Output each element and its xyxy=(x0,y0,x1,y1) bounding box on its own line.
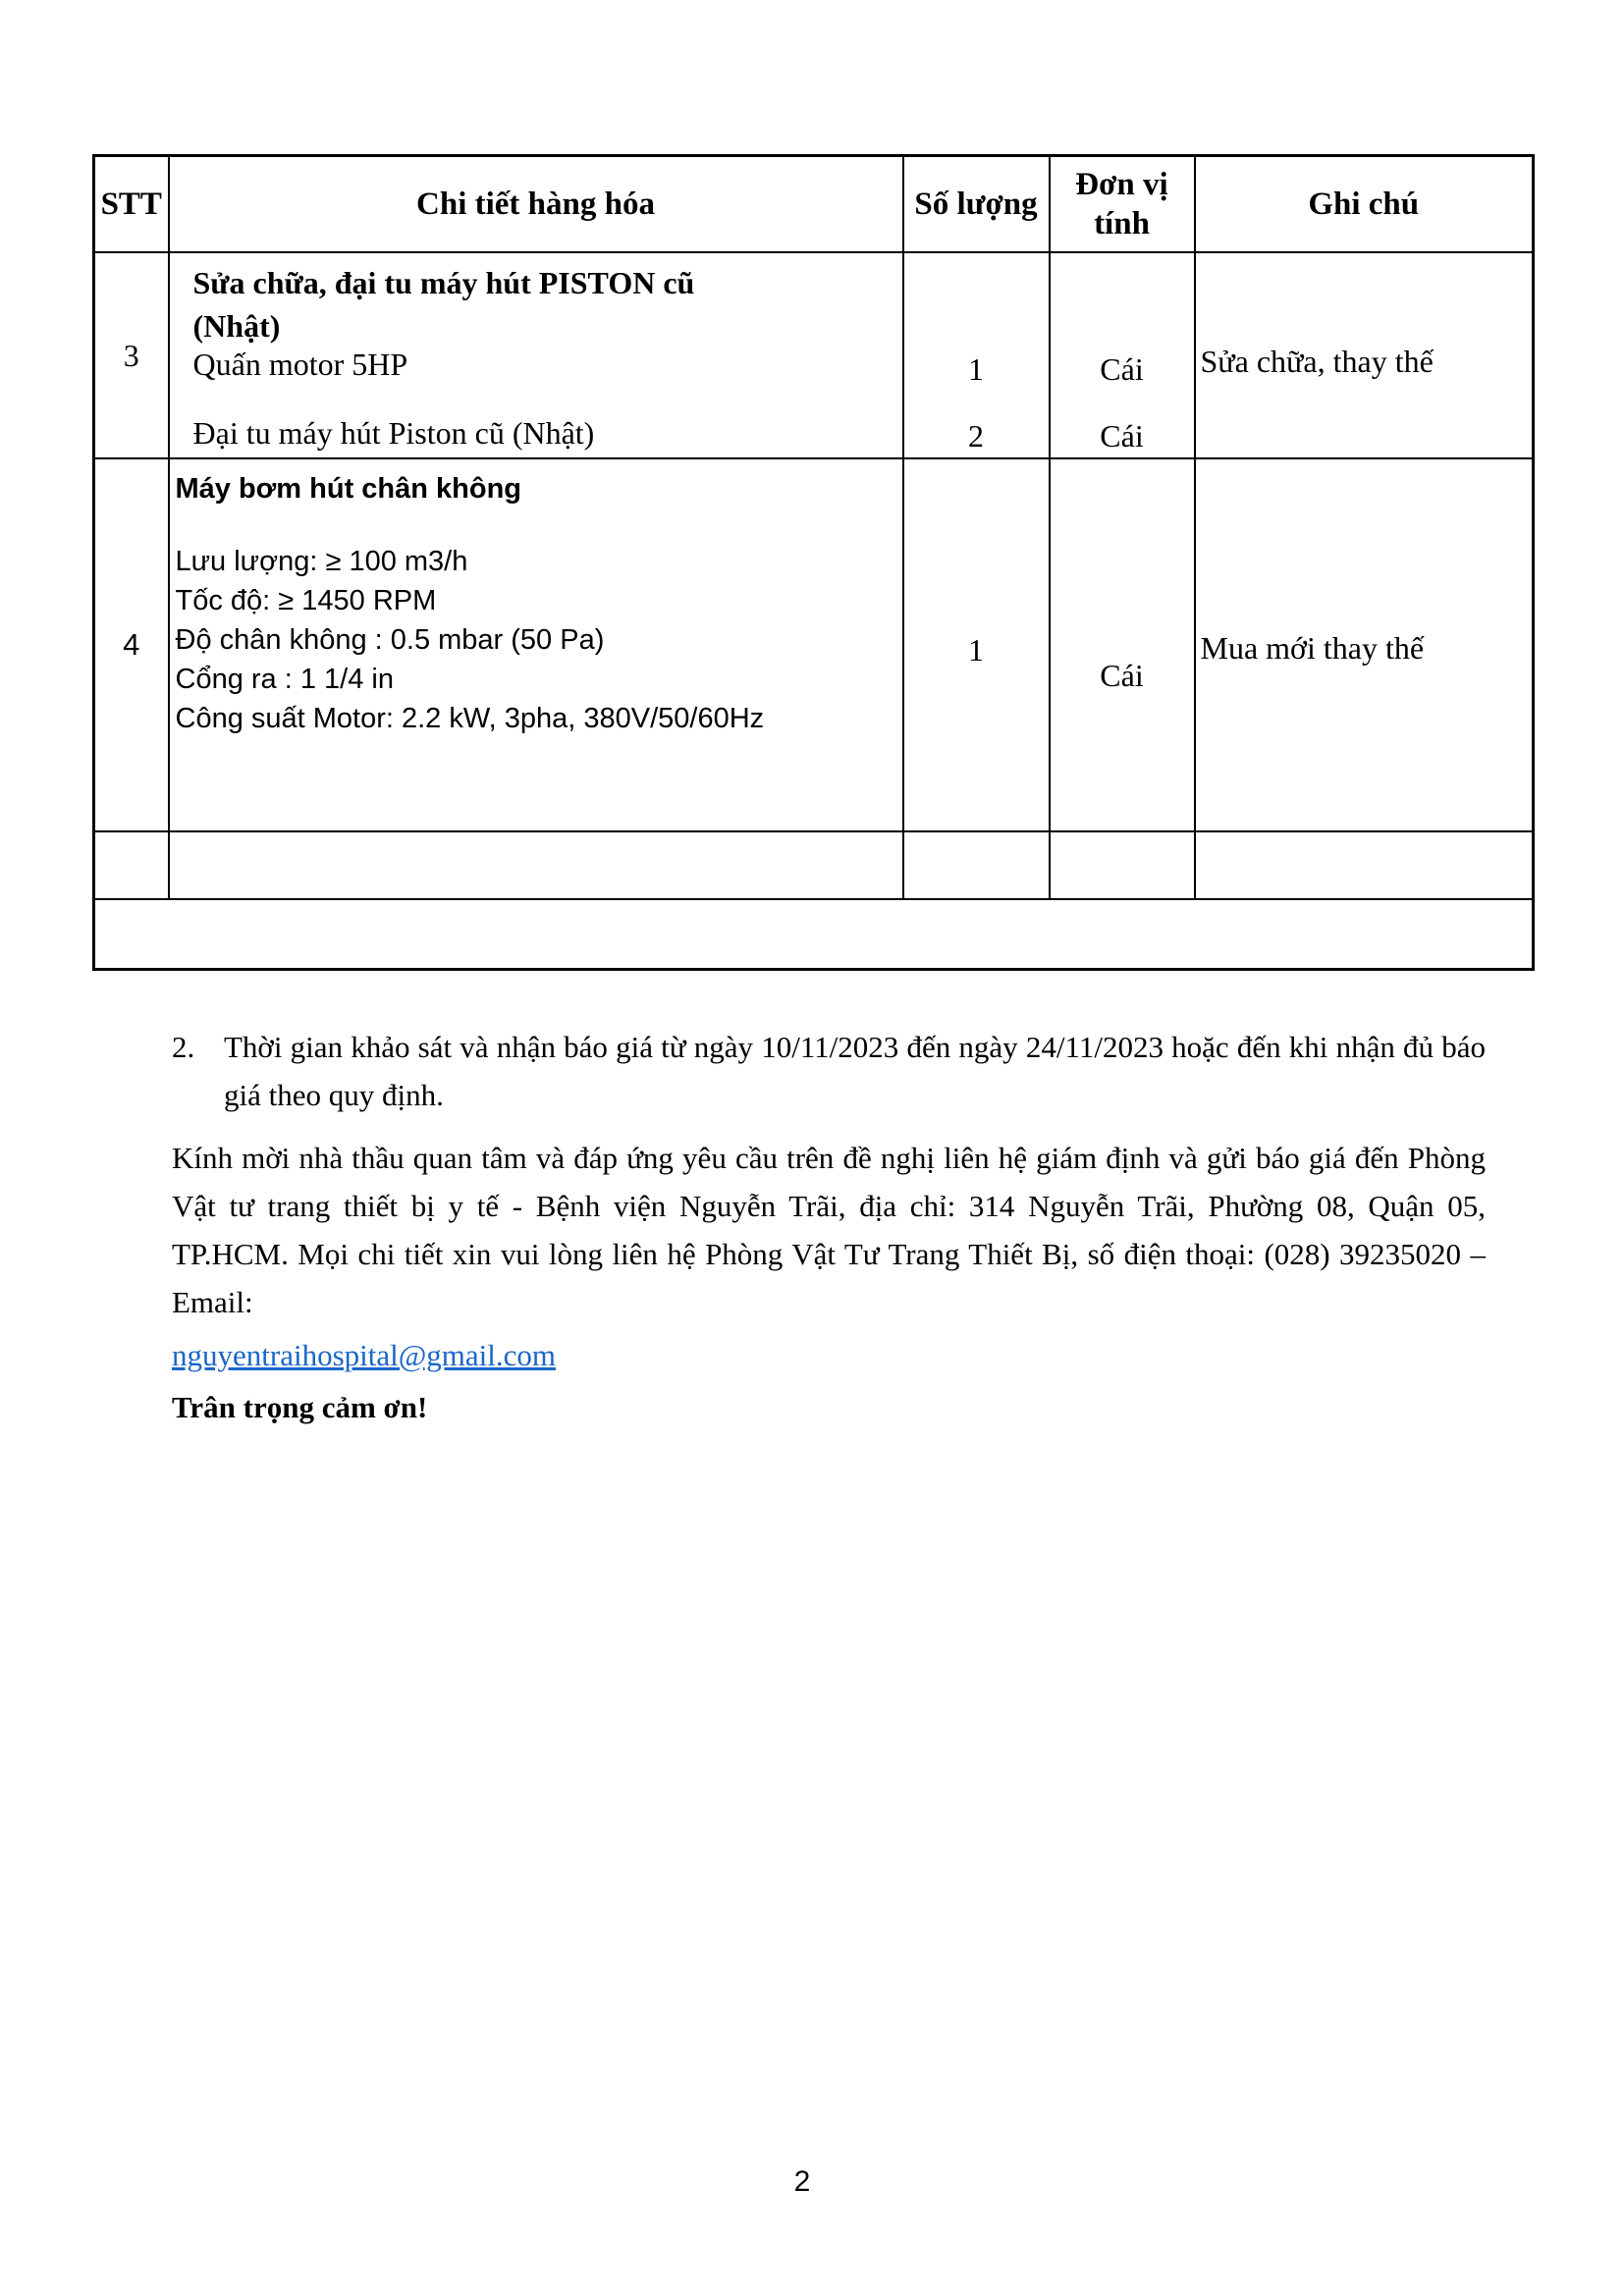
invitation-paragraph: Kính mời nhà thầu quan tâm và đáp ứng yêu cầu trên đề nghị liên hệ giám định và gửi báo giá đến Phòng Vật tư trang thiết bị y tế - Bệnh viện Nguyễn Trãi, địa chỉ: 314 Nguyễn Trãi, Phường 08, Quận 05, TP.HCM. Mọi chi tiết xin vui lòng liên hệ Phòng Vật Tư Trang Thiết Bị, số điện thoại: (028) 39235020 – Email: xyxy=(172,1141,1486,1319)
item-title: Sửa chữa, đại tu máy hút PISTON cũ (Nhật) xyxy=(192,265,695,344)
header-item-detail: Chi tiết hàng hóa xyxy=(169,156,903,253)
empty-cell xyxy=(169,831,903,899)
unit-value: Cái xyxy=(1100,418,1144,454)
email-link[interactable]: nguyentraihospital@gmail.com xyxy=(172,1338,556,1372)
spec-line: Độ chân không : 0.5 mbar (50 Pa) xyxy=(175,624,605,656)
empty-cell xyxy=(1050,831,1195,899)
stt-cell xyxy=(94,252,169,458)
note-text: Sửa chữa, thay thế xyxy=(1200,344,1434,379)
header-stt: STT xyxy=(94,156,169,253)
closing-line: Trân trọng cảm ơn! xyxy=(172,1390,428,1424)
quantity-cell xyxy=(903,252,1050,458)
stt-cell xyxy=(94,458,169,831)
unit-value: Cái xyxy=(1100,658,1144,693)
merged-empty-cell xyxy=(94,899,1534,970)
item-line: Đại tu máy hút Piston cũ (Nhật) xyxy=(192,415,595,451)
spec-line: Công suất Motor: 2.2 kW, 3pha, 380V/50/60Hz xyxy=(175,703,765,734)
item-detail-cell xyxy=(169,458,903,831)
quantity-value: 1 xyxy=(968,632,984,667)
spec-line: Cổng ra : 1 1/4 in xyxy=(175,664,394,695)
body-text-block xyxy=(172,1023,1486,1431)
quantity-value: 2 xyxy=(968,418,984,454)
stt-value: 3 xyxy=(123,337,139,373)
unit-cell xyxy=(1050,458,1195,831)
table-row-3 xyxy=(94,252,1534,458)
item2-paragraph: Thời gian khảo sát và nhận báo giá từ ngày 10/11/2023 đến ngày 24/11/2023 hoặc đến khi nhận đủ báo giá theo quy định. xyxy=(224,1030,1486,1112)
spec-line: Tốc độ: ≥ 1450 RPM xyxy=(175,585,437,616)
header-note: Ghi chú xyxy=(1195,156,1534,253)
unit-value: Cái xyxy=(1100,351,1144,387)
quantity-value: 1 xyxy=(968,351,984,387)
page-number: 2 xyxy=(793,2165,811,2198)
goods-detail-table xyxy=(92,154,1535,971)
stt-value: 4 xyxy=(123,627,140,662)
note-cell xyxy=(1195,252,1534,458)
empty-cell xyxy=(1195,831,1534,899)
empty-cell xyxy=(94,831,169,899)
merged-empty-row xyxy=(94,899,1534,970)
item-line: Quấn motor 5HP xyxy=(192,347,408,382)
spec-line: Lưu lượng: ≥ 100 m3/h xyxy=(175,546,468,577)
list-number: 2. xyxy=(172,1030,195,1064)
unit-cell xyxy=(1050,252,1195,458)
empty-table-row xyxy=(94,831,1534,899)
numbered-item-2 xyxy=(172,1023,1486,1119)
note-text: Mua mới thay thế xyxy=(1200,630,1425,666)
table-row-4 xyxy=(94,458,1534,831)
item-title: Máy bơm hút chân không xyxy=(175,473,522,505)
quantity-cell xyxy=(903,458,1050,831)
table-header-row xyxy=(94,156,1534,253)
note-cell xyxy=(1195,458,1534,831)
header-quantity: Số lượng xyxy=(903,156,1050,253)
empty-cell xyxy=(903,831,1050,899)
item-detail-cell xyxy=(169,252,903,458)
header-unit: Đơn vị tính xyxy=(1050,156,1195,253)
